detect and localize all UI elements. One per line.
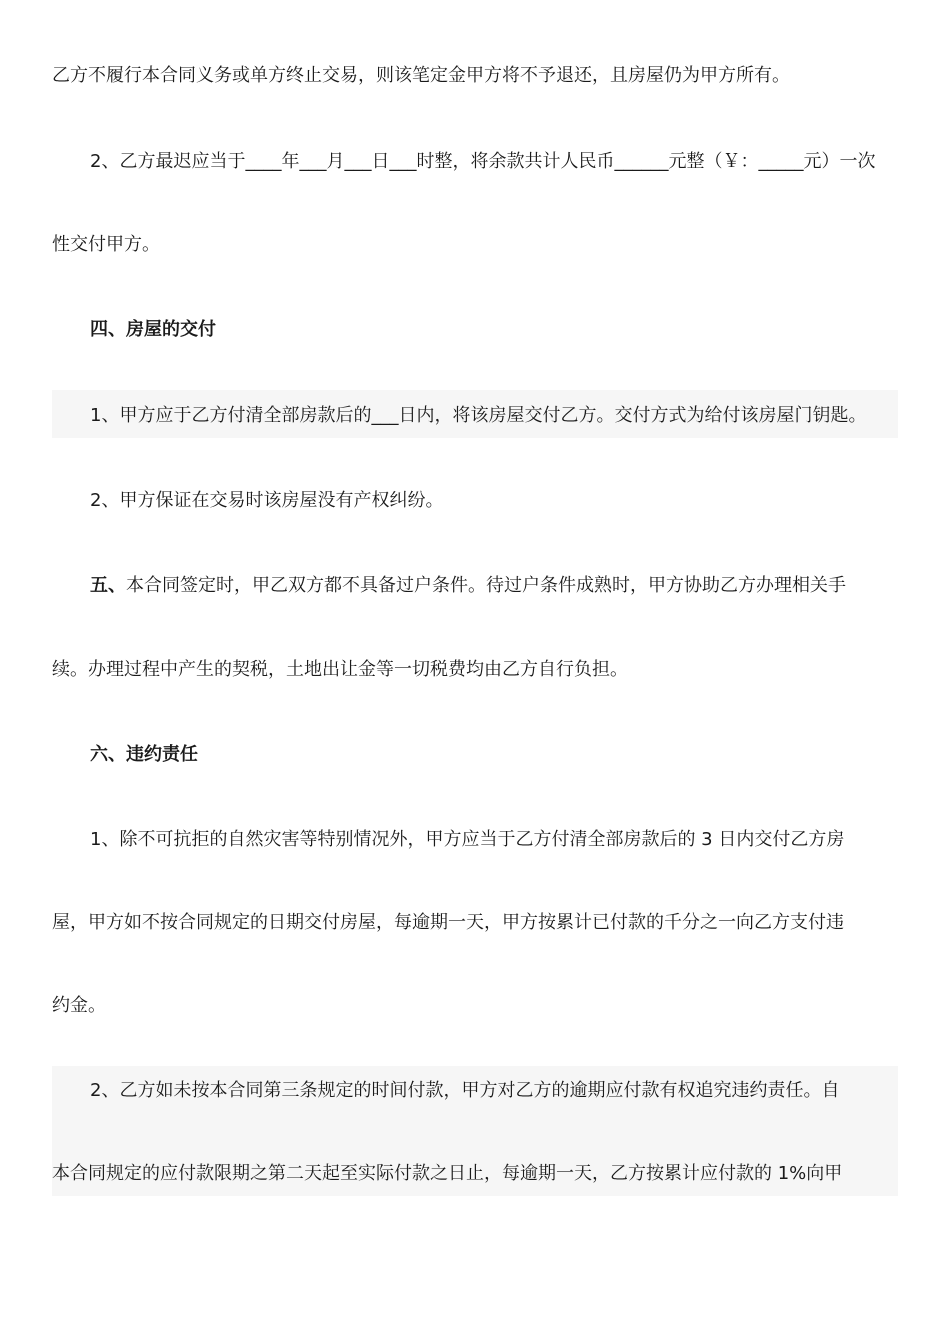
paragraph-text: 本合同签定时，甲乙双方都不具备过户条件。待过户条件成熟时，甲方协助乙方办理相关手 [126,575,846,596]
paragraph-line: 本合同规定的应付款限期之第二天起至实际付款之日止，每逾期一天，乙方按累计应付款的 1%向甲 [52,1163,843,1184]
paragraph-line: 性交付甲方。 [52,234,160,255]
section-heading: 四、房屋的交付 [90,319,216,340]
paragraph-line: 屋，甲方如不按合同规定的日期交付房屋，每逾期一天，甲方按累计已付款的千分之一向乙方支付违 [52,912,844,933]
paragraph-line: 2、甲方保证在交易时该房屋没有产权纠纷。 [90,490,444,511]
paragraph-line: 1、甲方应于乙方付清全部房款后的___日内，将该房屋交付乙方。交付方式为给付该房屋门钥匙。 [90,405,867,426]
section-number: 五、 [90,575,126,596]
paragraph-line: 乙方不履行本合同义务或单方终止交易，则该笔定金甲方将不予退还，且房屋仍为甲方所有。 [52,65,790,86]
paragraph-line: 续。办理过程中产生的契税，土地出让金等一切税费均由乙方自行负担。 [52,659,628,680]
paragraph-line: 约金。 [52,995,106,1016]
section-heading: 六、违约责任 [90,744,198,765]
paragraph-line [52,572,898,600]
paragraph-line: 2、乙方最迟应当于____年___月___日___时整，将余款共计人民币______元整（￥：_____元）一次 [90,151,876,172]
paragraph-line: 1、除不可抗拒的自然灾害等特别情况外，甲方应当于乙方付清全部房款后的 3 日内交付乙方房 [90,829,845,850]
paragraph-line: 2、乙方如未按本合同第三条规定的时间付款，甲方对乙方的逾期应付款有权追究违约责任。自 [90,1080,840,1101]
